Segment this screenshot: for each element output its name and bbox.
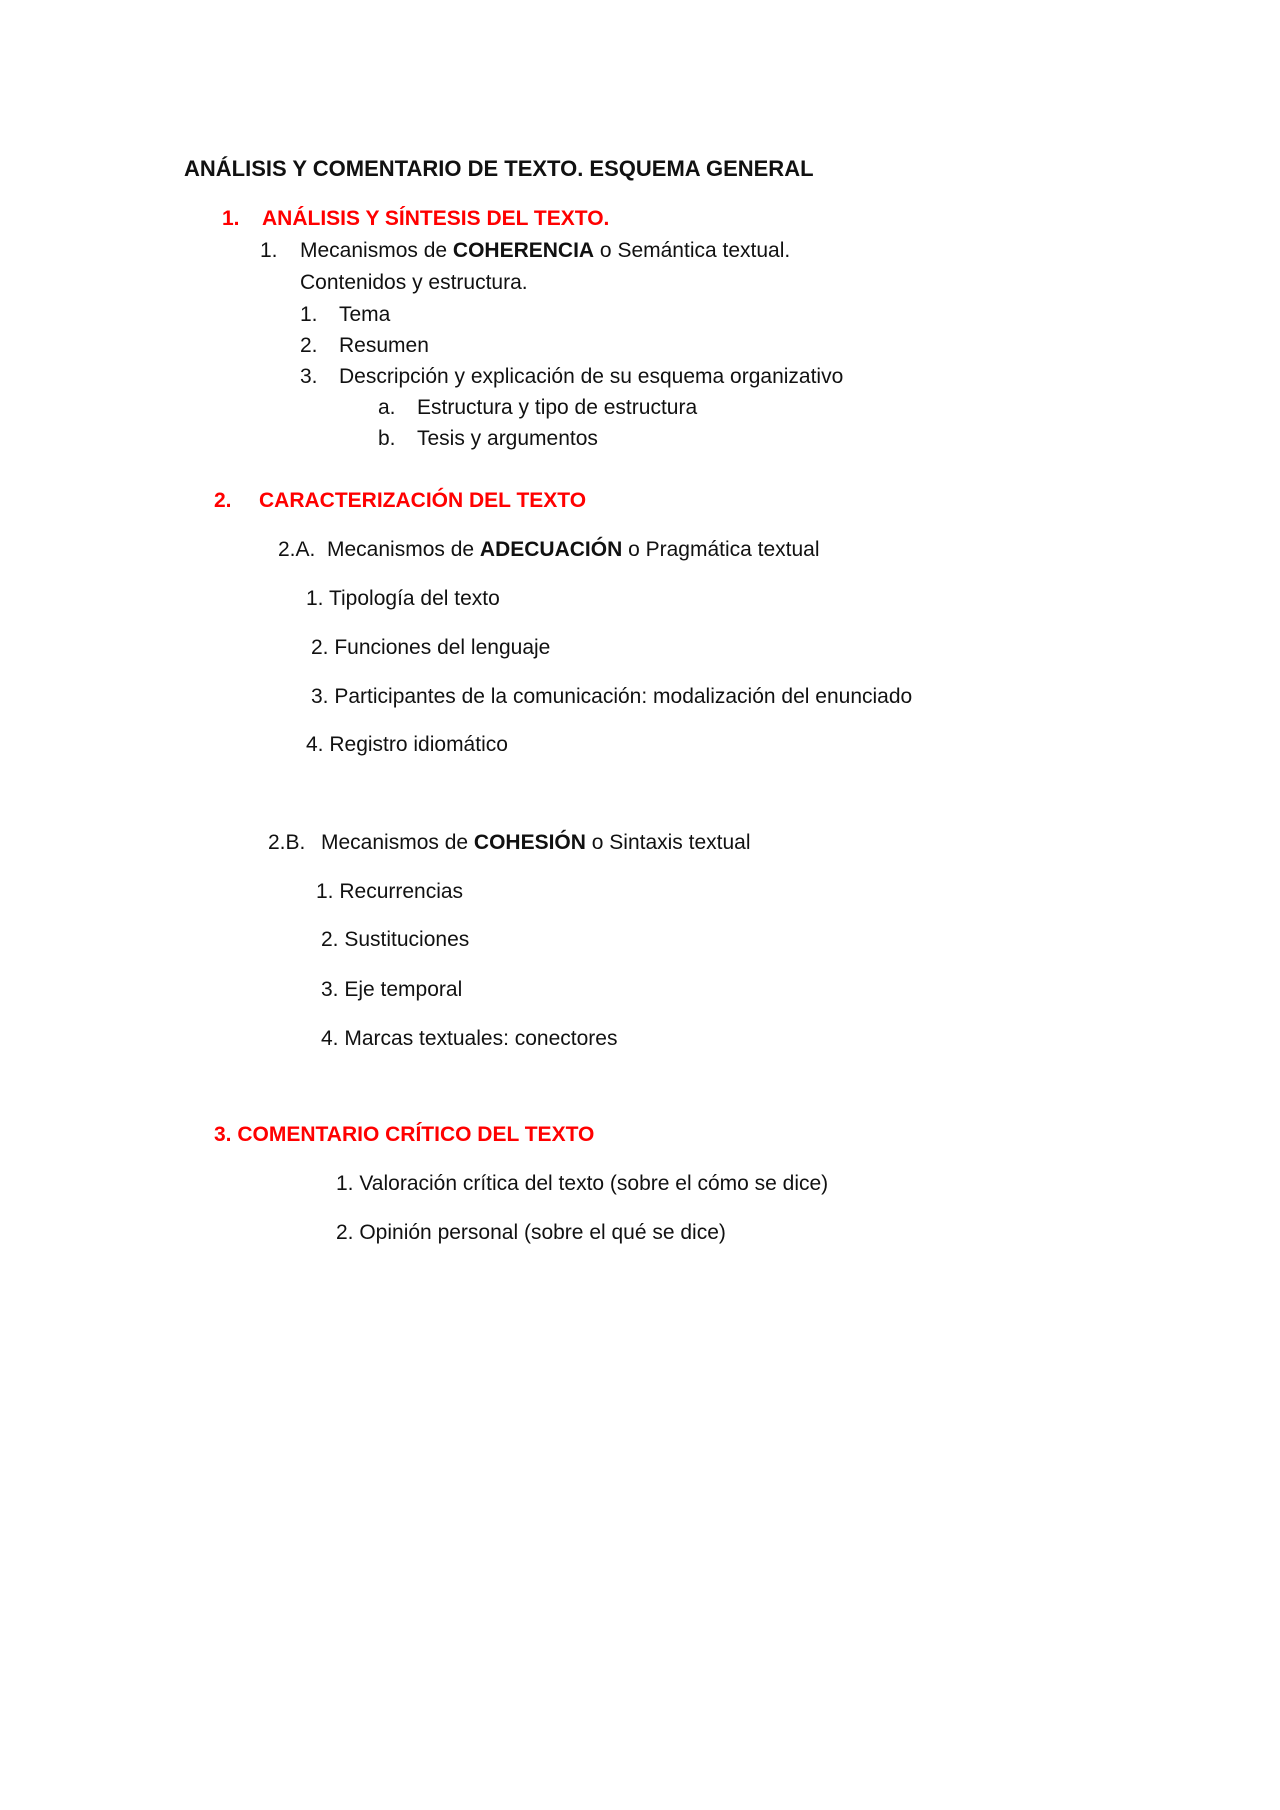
coherencia-item — [260, 240, 790, 261]
cohesion-label: 2.B. — [268, 831, 306, 854]
list-item — [300, 304, 390, 325]
letter-item-letter: a. — [378, 396, 396, 419]
list-item-text: Resumen — [339, 334, 429, 357]
section-2-heading-text: CARACTERIZACIÓN DEL TEXTO — [259, 489, 587, 512]
section-1-heading-text: ANÁLISIS Y SÍNTESIS DEL TEXTO. — [262, 207, 610, 230]
list-item-number: 2. — [300, 334, 318, 357]
list-item-number: 1. — [300, 303, 318, 326]
list-item: 2. Sustituciones — [321, 928, 470, 951]
coherencia-keyword: COHERENCIA — [452, 239, 595, 262]
list-item: 3. Eje temporal — [321, 978, 463, 1001]
list-item: 4. Registro idiomático — [306, 733, 508, 756]
list-item-text: Tema — [339, 303, 391, 326]
list-item: 4. Marcas textuales: conectores — [321, 1027, 618, 1050]
adecuacion-keyword: ADECUACIÓN — [479, 538, 623, 561]
letter-item — [378, 397, 697, 418]
page-title: ANÁLISIS Y COMENTARIO DE TEXTO. ESQUEMA GENERAL — [184, 156, 814, 181]
list-item-number: 3. — [300, 365, 318, 388]
section-3-heading: 3. COMENTARIO CRÍTICO DEL TEXTO — [214, 1123, 595, 1146]
adecuacion-label: 2.A. — [278, 538, 316, 561]
section-1-number: 1. — [222, 207, 240, 230]
adecuacion-item — [278, 539, 820, 560]
list-item: 1. Recurrencias — [316, 880, 464, 903]
cohesion-keyword: COHESIÓN — [473, 831, 586, 854]
section-1-heading — [222, 208, 609, 229]
coherencia-prefix: Mecanismos de — [300, 239, 453, 262]
list-item-text: Descripción y explicación de su esquema organizativo — [339, 365, 844, 388]
list-item: 2. Funciones del lenguaje — [311, 636, 551, 659]
adecuacion-suffix: o Pragmática textual — [622, 538, 820, 561]
list-item — [300, 335, 429, 356]
adecuacion-prefix: Mecanismos de — [327, 538, 480, 561]
list-item: 2. Opinión personal (sobre el qué se dice) — [336, 1221, 726, 1244]
list-item: 1. Valoración crítica del texto (sobre el cómo se dice) — [336, 1172, 829, 1195]
coherencia-suffix: o Semántica textual. — [594, 239, 791, 262]
letter-item-text: Estructura y tipo de estructura — [417, 396, 698, 419]
section-2-number: 2. — [214, 489, 232, 512]
list-item: 3. Participantes de la comunicación: modalización del enunciado — [311, 685, 913, 708]
coherencia-item-number: 1. — [260, 239, 278, 262]
letter-item-letter: b. — [378, 427, 396, 450]
cohesion-suffix: o Sintaxis textual — [585, 831, 751, 854]
list-item: 1. Tipología del texto — [306, 587, 500, 610]
letter-item-text: Tesis y argumentos — [417, 427, 598, 450]
list-item — [300, 366, 843, 387]
coherencia-subline: Contenidos y estructura. — [300, 271, 528, 294]
section-2-heading — [214, 490, 586, 511]
cohesion-prefix: Mecanismos de — [321, 831, 474, 854]
cohesion-item — [268, 832, 751, 853]
letter-item — [378, 428, 598, 449]
